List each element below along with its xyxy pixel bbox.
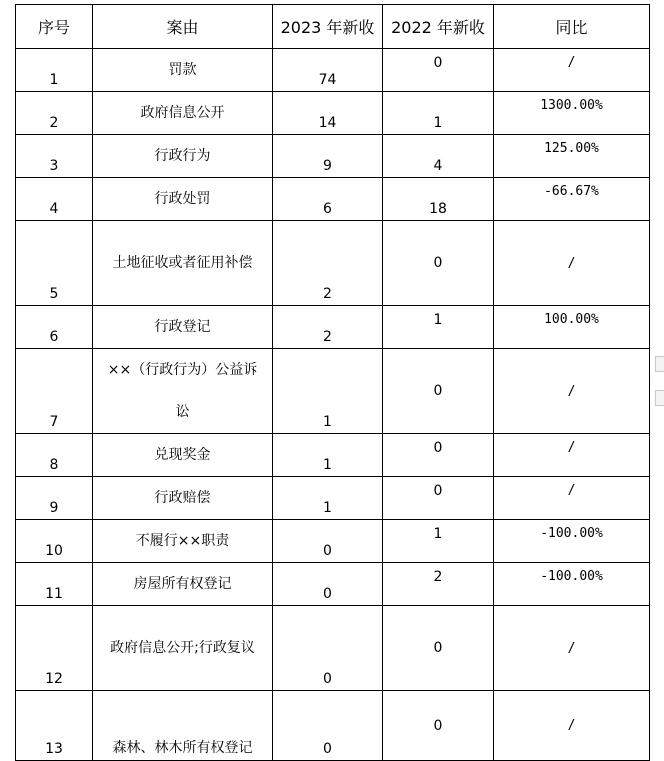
table-row (16, 349, 650, 434)
cell-case: 兑现奖金 (93, 434, 273, 477)
cell-case: 行政行为 (93, 135, 273, 178)
cell-2023: 1 (273, 477, 383, 520)
cell-2023: 74 (273, 49, 383, 92)
table-row (16, 606, 650, 691)
cell-2023: 0 (273, 691, 383, 761)
cell-2023: 9 (273, 135, 383, 178)
cell-case: ××（行政行为）公益诉讼 (93, 349, 273, 434)
cell-index: 12 (16, 606, 93, 691)
cell-yoy: -100.00% (494, 520, 650, 563)
cell-yoy: / (494, 606, 650, 691)
cell-yoy: / (494, 434, 650, 477)
cell-yoy: / (494, 221, 650, 306)
cell-index: 13 (16, 691, 93, 761)
table-row (16, 520, 650, 563)
header-yoy: 同比 (494, 5, 650, 49)
cell-index: 5 (16, 221, 93, 306)
cell-index: 2 (16, 92, 93, 135)
table-row (16, 92, 650, 135)
cell-yoy: 1300.00% (494, 92, 650, 135)
cell-2022: 0 (383, 49, 494, 92)
cell-2022: 1 (383, 92, 494, 135)
cell-case: 房屋所有权登记 (93, 563, 273, 606)
cell-2023: 6 (273, 178, 383, 221)
cell-index: 10 (16, 520, 93, 563)
cell-yoy: -66.67% (494, 178, 650, 221)
cell-yoy: 125.00% (494, 135, 650, 178)
cell-2023: 1 (273, 349, 383, 434)
header-index: 序号 (16, 5, 93, 49)
cell-case: 不履行××职责 (93, 520, 273, 563)
cell-2022: 0 (383, 606, 494, 691)
cell-index: 11 (16, 563, 93, 606)
table-row (16, 563, 650, 606)
cell-yoy: -100.00% (494, 563, 650, 606)
cell-yoy: / (494, 49, 650, 92)
cell-2022: 4 (383, 135, 494, 178)
cell-2022: 18 (383, 178, 494, 221)
cell-index: 6 (16, 306, 93, 349)
cell-2023: 0 (273, 606, 383, 691)
cell-2023: 14 (273, 92, 383, 135)
cell-2022: 0 (383, 221, 494, 306)
cell-2022: 0 (383, 349, 494, 434)
cell-case: 政府信息公开 (93, 92, 273, 135)
scroll-handle[interactable] (655, 390, 664, 406)
cell-case: 土地征收或者征用补偿 (93, 221, 273, 306)
cell-2022: 0 (383, 477, 494, 520)
cell-2023: 0 (273, 563, 383, 606)
cell-case: 政府信息公开;行政复议 (93, 606, 273, 691)
cell-index: 3 (16, 135, 93, 178)
cell-2022: 2 (383, 563, 494, 606)
cell-case: 行政赔偿 (93, 477, 273, 520)
cell-2022: 0 (383, 434, 494, 477)
cell-yoy: / (494, 477, 650, 520)
header-case: 案由 (93, 5, 273, 49)
cell-2023: 0 (273, 520, 383, 563)
cell-2022: 0 (383, 691, 494, 761)
cell-index: 1 (16, 49, 93, 92)
cell-2023: 2 (273, 221, 383, 306)
cell-2022: 1 (383, 306, 494, 349)
header-2023: 2023 年新收 (273, 5, 383, 49)
cell-index: 8 (16, 434, 93, 477)
cell-yoy: 100.00% (494, 306, 650, 349)
table-row (16, 178, 650, 221)
table-row (16, 434, 650, 477)
scroll-handle[interactable] (655, 356, 664, 372)
cell-case: 罚款 (93, 49, 273, 92)
cell-index: 7 (16, 349, 93, 434)
cell-2022: 1 (383, 520, 494, 563)
cell-index: 4 (16, 178, 93, 221)
cell-yoy: / (494, 349, 650, 434)
case-statistics-table (15, 4, 650, 761)
table-row (16, 691, 650, 761)
table-row (16, 306, 650, 349)
cell-yoy: / (494, 691, 650, 761)
cell-case: 行政登记 (93, 306, 273, 349)
cell-index: 9 (16, 477, 93, 520)
table-row (16, 477, 650, 520)
header-2022: 2022 年新收 (383, 5, 494, 49)
table-row (16, 49, 650, 92)
table-header-row (16, 5, 650, 49)
cell-2023: 1 (273, 434, 383, 477)
table-row (16, 135, 650, 178)
cell-case: 行政处罚 (93, 178, 273, 221)
cell-case: 森林、林木所有权登记 (93, 691, 273, 761)
table-row (16, 221, 650, 306)
cell-2023: 2 (273, 306, 383, 349)
